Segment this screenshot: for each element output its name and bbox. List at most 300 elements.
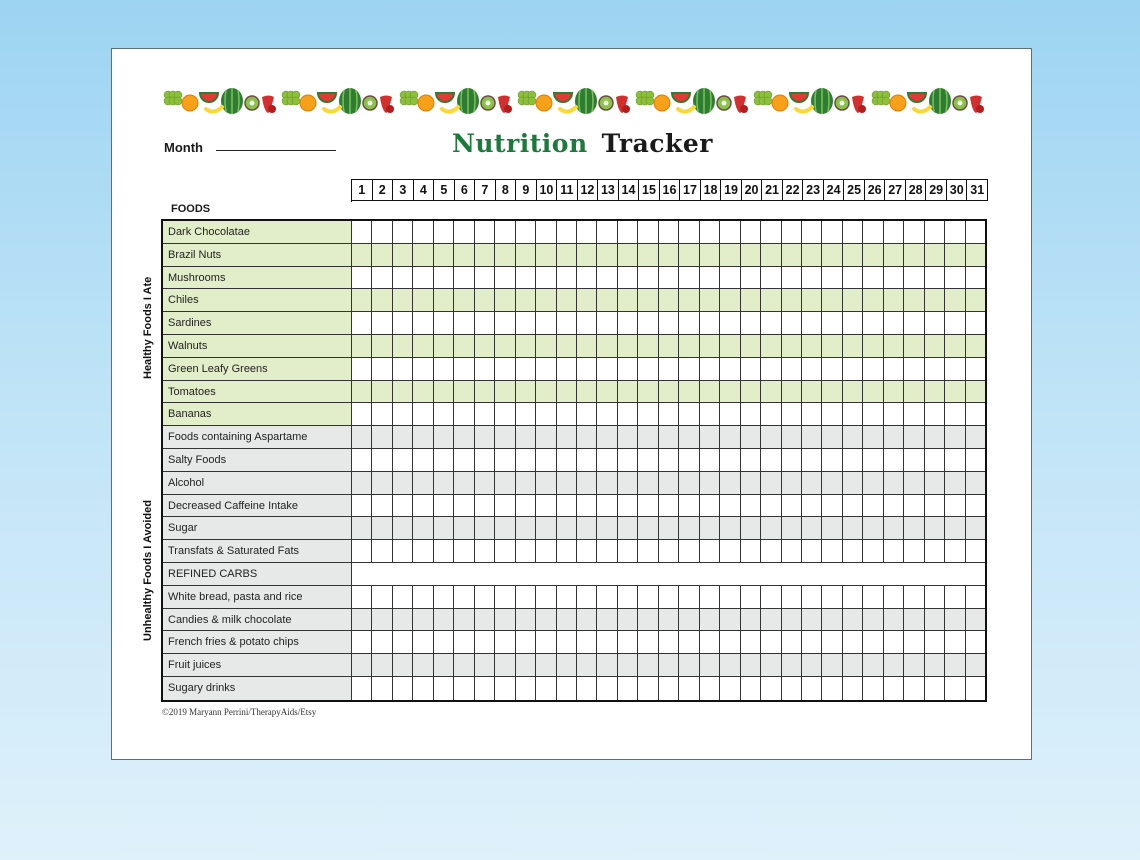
day-checkbox-cell[interactable] (700, 221, 720, 243)
day-checkbox-cell[interactable] (618, 631, 638, 653)
day-checkbox-cell[interactable] (557, 381, 577, 403)
day-checkbox-cell[interactable] (475, 540, 495, 562)
day-checkbox-cell[interactable] (843, 654, 863, 676)
day-checkbox-cell[interactable] (454, 335, 474, 357)
day-checkbox-cell[interactable] (700, 267, 720, 289)
day-checkbox-cell[interactable] (536, 609, 556, 631)
day-checkbox-cell[interactable] (802, 221, 822, 243)
day-checkbox-cell[interactable] (577, 517, 597, 539)
day-checkbox-cell[interactable] (413, 426, 433, 448)
day-checkbox-cell[interactable] (741, 289, 761, 311)
day-checkbox-cell[interactable] (761, 677, 781, 700)
day-checkbox-cell[interactable] (863, 267, 883, 289)
day-checkbox-cell[interactable] (782, 244, 802, 266)
day-checkbox-cell[interactable] (720, 654, 740, 676)
day-checkbox-cell[interactable] (782, 677, 802, 700)
day-checkbox-cell[interactable] (413, 267, 433, 289)
day-checkbox-cell[interactable] (577, 403, 597, 425)
day-checkbox-cell[interactable] (659, 426, 679, 448)
day-checkbox-cell[interactable] (966, 586, 985, 608)
day-checkbox-cell[interactable] (782, 335, 802, 357)
day-checkbox-cell[interactable] (413, 244, 433, 266)
day-checkbox-cell[interactable] (843, 244, 863, 266)
day-checkbox-cell[interactable] (393, 677, 413, 700)
day-checkbox-cell[interactable] (393, 631, 413, 653)
day-checkbox-cell[interactable] (638, 358, 658, 380)
day-checkbox-cell[interactable] (966, 335, 985, 357)
day-checkbox-cell[interactable] (618, 586, 638, 608)
day-checkbox-cell[interactable] (700, 677, 720, 700)
day-checkbox-cell[interactable] (618, 495, 638, 517)
day-checkbox-cell[interactable] (822, 449, 842, 471)
day-checkbox-cell[interactable] (659, 289, 679, 311)
day-checkbox-cell[interactable] (495, 289, 515, 311)
day-checkbox-cell[interactable] (495, 472, 515, 494)
day-checkbox-cell[interactable] (557, 221, 577, 243)
day-checkbox-cell[interactable] (679, 289, 699, 311)
day-checkbox-cell[interactable] (434, 335, 454, 357)
day-checkbox-cell[interactable] (638, 472, 658, 494)
day-checkbox-cell[interactable] (966, 609, 985, 631)
day-checkbox-cell[interactable] (393, 381, 413, 403)
day-checkbox-cell[interactable] (372, 586, 392, 608)
day-checkbox-cell[interactable] (884, 312, 904, 334)
day-checkbox-cell[interactable] (372, 289, 392, 311)
day-checkbox-cell[interactable] (352, 495, 372, 517)
day-checkbox-cell[interactable] (802, 517, 822, 539)
day-checkbox-cell[interactable] (516, 358, 536, 380)
day-checkbox-cell[interactable] (372, 312, 392, 334)
day-checkbox-cell[interactable] (454, 495, 474, 517)
day-checkbox-cell[interactable] (945, 403, 965, 425)
day-checkbox-cell[interactable] (843, 335, 863, 357)
day-checkbox-cell[interactable] (352, 517, 372, 539)
day-checkbox-cell[interactable] (884, 631, 904, 653)
day-checkbox-cell[interactable] (352, 335, 372, 357)
day-checkbox-cell[interactable] (843, 609, 863, 631)
day-checkbox-cell[interactable] (372, 449, 392, 471)
day-checkbox-cell[interactable] (720, 289, 740, 311)
day-checkbox-cell[interactable] (557, 631, 577, 653)
day-checkbox-cell[interactable] (516, 381, 536, 403)
day-checkbox-cell[interactable] (741, 677, 761, 700)
day-checkbox-cell[interactable] (638, 609, 658, 631)
day-checkbox-cell[interactable] (454, 358, 474, 380)
day-checkbox-cell[interactable] (413, 495, 433, 517)
day-checkbox-cell[interactable] (618, 677, 638, 700)
day-checkbox-cell[interactable] (863, 654, 883, 676)
day-checkbox-cell[interactable] (536, 358, 556, 380)
day-checkbox-cell[interactable] (372, 677, 392, 700)
day-checkbox-cell[interactable] (434, 267, 454, 289)
day-checkbox-cell[interactable] (352, 381, 372, 403)
month-input-line[interactable] (216, 150, 336, 151)
day-checkbox-cell[interactable] (925, 426, 945, 448)
day-checkbox-cell[interactable] (597, 540, 617, 562)
day-checkbox-cell[interactable] (700, 403, 720, 425)
day-checkbox-cell[interactable] (659, 244, 679, 266)
day-checkbox-cell[interactable] (863, 449, 883, 471)
day-checkbox-cell[interactable] (454, 540, 474, 562)
day-checkbox-cell[interactable] (372, 403, 392, 425)
day-checkbox-cell[interactable] (720, 495, 740, 517)
day-checkbox-cell[interactable] (372, 495, 392, 517)
day-checkbox-cell[interactable] (700, 654, 720, 676)
day-checkbox-cell[interactable] (679, 449, 699, 471)
day-checkbox-cell[interactable] (577, 609, 597, 631)
day-checkbox-cell[interactable] (761, 426, 781, 448)
day-checkbox-cell[interactable] (679, 495, 699, 517)
day-checkbox-cell[interactable] (516, 495, 536, 517)
day-checkbox-cell[interactable] (393, 426, 413, 448)
day-checkbox-cell[interactable] (577, 449, 597, 471)
day-checkbox-cell[interactable] (925, 677, 945, 700)
day-checkbox-cell[interactable] (904, 221, 924, 243)
day-checkbox-cell[interactable] (966, 449, 985, 471)
day-checkbox-cell[interactable] (577, 244, 597, 266)
day-checkbox-cell[interactable] (843, 267, 863, 289)
day-checkbox-cell[interactable] (741, 495, 761, 517)
day-checkbox-cell[interactable] (802, 540, 822, 562)
day-checkbox-cell[interactable] (822, 312, 842, 334)
day-checkbox-cell[interactable] (843, 221, 863, 243)
day-checkbox-cell[interactable] (638, 335, 658, 357)
day-checkbox-cell[interactable] (597, 335, 617, 357)
day-checkbox-cell[interactable] (352, 586, 372, 608)
day-checkbox-cell[interactable] (925, 267, 945, 289)
day-checkbox-cell[interactable] (413, 517, 433, 539)
day-checkbox-cell[interactable] (413, 677, 433, 700)
day-checkbox-cell[interactable] (536, 381, 556, 403)
day-checkbox-cell[interactable] (679, 221, 699, 243)
day-checkbox-cell[interactable] (720, 631, 740, 653)
day-checkbox-cell[interactable] (822, 495, 842, 517)
day-checkbox-cell[interactable] (720, 517, 740, 539)
day-checkbox-cell[interactable] (638, 426, 658, 448)
day-checkbox-cell[interactable] (782, 267, 802, 289)
day-checkbox-cell[interactable] (761, 381, 781, 403)
day-checkbox-cell[interactable] (802, 677, 822, 700)
day-checkbox-cell[interactable] (802, 267, 822, 289)
day-checkbox-cell[interactable] (884, 403, 904, 425)
day-checkbox-cell[interactable] (843, 289, 863, 311)
day-checkbox-cell[interactable] (863, 586, 883, 608)
day-checkbox-cell[interactable] (352, 472, 372, 494)
day-checkbox-cell[interactable] (495, 403, 515, 425)
day-checkbox-cell[interactable] (782, 289, 802, 311)
day-checkbox-cell[interactable] (393, 472, 413, 494)
day-checkbox-cell[interactable] (475, 609, 495, 631)
day-checkbox-cell[interactable] (597, 358, 617, 380)
day-checkbox-cell[interactable] (741, 517, 761, 539)
day-checkbox-cell[interactable] (597, 403, 617, 425)
day-checkbox-cell[interactable] (516, 403, 536, 425)
day-checkbox-cell[interactable] (495, 631, 515, 653)
day-checkbox-cell[interactable] (495, 586, 515, 608)
day-checkbox-cell[interactable] (536, 312, 556, 334)
day-checkbox-cell[interactable] (659, 312, 679, 334)
day-checkbox-cell[interactable] (618, 540, 638, 562)
day-checkbox-cell[interactable] (761, 221, 781, 243)
day-checkbox-cell[interactable] (802, 449, 822, 471)
day-checkbox-cell[interactable] (597, 609, 617, 631)
day-checkbox-cell[interactable] (966, 403, 985, 425)
day-checkbox-cell[interactable] (475, 289, 495, 311)
day-checkbox-cell[interactable] (700, 517, 720, 539)
day-checkbox-cell[interactable] (904, 381, 924, 403)
day-checkbox-cell[interactable] (782, 517, 802, 539)
day-checkbox-cell[interactable] (597, 472, 617, 494)
day-checkbox-cell[interactable] (863, 381, 883, 403)
day-checkbox-cell[interactable] (720, 358, 740, 380)
day-checkbox-cell[interactable] (352, 609, 372, 631)
day-checkbox-cell[interactable] (557, 517, 577, 539)
day-checkbox-cell[interactable] (516, 335, 536, 357)
day-checkbox-cell[interactable] (454, 677, 474, 700)
day-checkbox-cell[interactable] (557, 540, 577, 562)
day-checkbox-cell[interactable] (413, 586, 433, 608)
day-checkbox-cell[interactable] (843, 312, 863, 334)
day-checkbox-cell[interactable] (741, 609, 761, 631)
day-checkbox-cell[interactable] (945, 381, 965, 403)
day-checkbox-cell[interactable] (577, 631, 597, 653)
day-checkbox-cell[interactable] (618, 244, 638, 266)
day-checkbox-cell[interactable] (945, 449, 965, 471)
day-checkbox-cell[interactable] (495, 540, 515, 562)
day-checkbox-cell[interactable] (597, 449, 617, 471)
day-checkbox-cell[interactable] (925, 335, 945, 357)
day-checkbox-cell[interactable] (966, 221, 985, 243)
day-checkbox-cell[interactable] (925, 517, 945, 539)
day-checkbox-cell[interactable] (352, 677, 372, 700)
day-checkbox-cell[interactable] (945, 654, 965, 676)
day-checkbox-cell[interactable] (720, 221, 740, 243)
day-checkbox-cell[interactable] (618, 426, 638, 448)
day-checkbox-cell[interactable] (782, 472, 802, 494)
day-checkbox-cell[interactable] (822, 586, 842, 608)
day-checkbox-cell[interactable] (536, 426, 556, 448)
day-checkbox-cell[interactable] (925, 631, 945, 653)
day-checkbox-cell[interactable] (925, 586, 945, 608)
day-checkbox-cell[interactable] (659, 654, 679, 676)
day-checkbox-cell[interactable] (372, 335, 392, 357)
day-checkbox-cell[interactable] (495, 312, 515, 334)
day-checkbox-cell[interactable] (454, 472, 474, 494)
day-checkbox-cell[interactable] (577, 289, 597, 311)
day-checkbox-cell[interactable] (843, 540, 863, 562)
day-checkbox-cell[interactable] (434, 654, 454, 676)
day-checkbox-cell[interactable] (679, 472, 699, 494)
day-checkbox-cell[interactable] (393, 449, 413, 471)
day-checkbox-cell[interactable] (516, 267, 536, 289)
day-checkbox-cell[interactable] (352, 244, 372, 266)
day-checkbox-cell[interactable] (904, 335, 924, 357)
day-checkbox-cell[interactable] (618, 221, 638, 243)
day-checkbox-cell[interactable] (782, 609, 802, 631)
day-checkbox-cell[interactable] (638, 586, 658, 608)
day-checkbox-cell[interactable] (495, 609, 515, 631)
day-checkbox-cell[interactable] (904, 677, 924, 700)
day-checkbox-cell[interactable] (618, 517, 638, 539)
day-checkbox-cell[interactable] (802, 358, 822, 380)
day-checkbox-cell[interactable] (352, 540, 372, 562)
day-checkbox-cell[interactable] (475, 381, 495, 403)
day-checkbox-cell[interactable] (597, 631, 617, 653)
day-checkbox-cell[interactable] (516, 540, 536, 562)
day-checkbox-cell[interactable] (679, 403, 699, 425)
day-checkbox-cell[interactable] (904, 495, 924, 517)
day-checkbox-cell[interactable] (720, 540, 740, 562)
day-checkbox-cell[interactable] (863, 677, 883, 700)
day-checkbox-cell[interactable] (966, 654, 985, 676)
day-checkbox-cell[interactable] (557, 495, 577, 517)
day-checkbox-cell[interactable] (454, 609, 474, 631)
day-checkbox-cell[interactable] (516, 221, 536, 243)
day-checkbox-cell[interactable] (802, 586, 822, 608)
day-checkbox-cell[interactable] (413, 289, 433, 311)
day-checkbox-cell[interactable] (925, 244, 945, 266)
day-checkbox-cell[interactable] (843, 381, 863, 403)
day-checkbox-cell[interactable] (904, 358, 924, 380)
day-checkbox-cell[interactable] (966, 677, 985, 700)
day-checkbox-cell[interactable] (557, 312, 577, 334)
day-checkbox-cell[interactable] (782, 449, 802, 471)
day-checkbox-cell[interactable] (925, 312, 945, 334)
day-checkbox-cell[interactable] (884, 540, 904, 562)
day-checkbox-cell[interactable] (679, 335, 699, 357)
day-checkbox-cell[interactable] (372, 654, 392, 676)
day-checkbox-cell[interactable] (822, 289, 842, 311)
day-checkbox-cell[interactable] (434, 312, 454, 334)
day-checkbox-cell[interactable] (945, 609, 965, 631)
day-checkbox-cell[interactable] (434, 677, 454, 700)
day-checkbox-cell[interactable] (372, 609, 392, 631)
day-checkbox-cell[interactable] (577, 358, 597, 380)
day-checkbox-cell[interactable] (904, 609, 924, 631)
day-checkbox-cell[interactable] (638, 449, 658, 471)
day-checkbox-cell[interactable] (720, 244, 740, 266)
day-checkbox-cell[interactable] (475, 495, 495, 517)
day-checkbox-cell[interactable] (925, 495, 945, 517)
day-checkbox-cell[interactable] (782, 403, 802, 425)
day-checkbox-cell[interactable] (884, 449, 904, 471)
day-checkbox-cell[interactable] (863, 495, 883, 517)
day-checkbox-cell[interactable] (822, 381, 842, 403)
day-checkbox-cell[interactable] (700, 631, 720, 653)
day-checkbox-cell[interactable] (761, 449, 781, 471)
day-checkbox-cell[interactable] (720, 267, 740, 289)
day-checkbox-cell[interactable] (638, 403, 658, 425)
day-checkbox-cell[interactable] (638, 677, 658, 700)
day-checkbox-cell[interactable] (618, 403, 638, 425)
day-checkbox-cell[interactable] (741, 403, 761, 425)
day-checkbox-cell[interactable] (557, 449, 577, 471)
day-checkbox-cell[interactable] (659, 677, 679, 700)
day-checkbox-cell[interactable] (700, 449, 720, 471)
day-checkbox-cell[interactable] (761, 312, 781, 334)
day-checkbox-cell[interactable] (843, 449, 863, 471)
day-checkbox-cell[interactable] (761, 358, 781, 380)
day-checkbox-cell[interactable] (822, 244, 842, 266)
day-checkbox-cell[interactable] (413, 609, 433, 631)
day-checkbox-cell[interactable] (761, 586, 781, 608)
day-checkbox-cell[interactable] (679, 677, 699, 700)
day-checkbox-cell[interactable] (577, 267, 597, 289)
day-checkbox-cell[interactable] (822, 358, 842, 380)
day-checkbox-cell[interactable] (904, 631, 924, 653)
day-checkbox-cell[interactable] (352, 289, 372, 311)
day-checkbox-cell[interactable] (372, 631, 392, 653)
day-checkbox-cell[interactable] (966, 517, 985, 539)
day-checkbox-cell[interactable] (536, 586, 556, 608)
day-checkbox-cell[interactable] (904, 586, 924, 608)
day-checkbox-cell[interactable] (863, 289, 883, 311)
day-checkbox-cell[interactable] (495, 449, 515, 471)
day-checkbox-cell[interactable] (434, 289, 454, 311)
day-checkbox-cell[interactable] (679, 244, 699, 266)
day-checkbox-cell[interactable] (454, 221, 474, 243)
day-checkbox-cell[interactable] (393, 312, 413, 334)
day-checkbox-cell[interactable] (966, 426, 985, 448)
day-checkbox-cell[interactable] (597, 289, 617, 311)
day-checkbox-cell[interactable] (393, 654, 413, 676)
day-checkbox-cell[interactable] (761, 403, 781, 425)
day-checkbox-cell[interactable] (659, 631, 679, 653)
day-checkbox-cell[interactable] (945, 221, 965, 243)
day-checkbox-cell[interactable] (413, 449, 433, 471)
day-checkbox-cell[interactable] (577, 586, 597, 608)
day-checkbox-cell[interactable] (659, 358, 679, 380)
day-checkbox-cell[interactable] (741, 586, 761, 608)
day-checkbox-cell[interactable] (413, 472, 433, 494)
day-checkbox-cell[interactable] (475, 654, 495, 676)
day-checkbox-cell[interactable] (495, 677, 515, 700)
day-checkbox-cell[interactable] (597, 586, 617, 608)
day-checkbox-cell[interactable] (884, 586, 904, 608)
day-checkbox-cell[interactable] (720, 426, 740, 448)
day-checkbox-cell[interactable] (536, 244, 556, 266)
day-checkbox-cell[interactable] (884, 495, 904, 517)
day-checkbox-cell[interactable] (516, 609, 536, 631)
day-checkbox-cell[interactable] (700, 426, 720, 448)
day-checkbox-cell[interactable] (618, 267, 638, 289)
day-checkbox-cell[interactable] (413, 540, 433, 562)
day-checkbox-cell[interactable] (454, 631, 474, 653)
day-checkbox-cell[interactable] (536, 495, 556, 517)
day-checkbox-cell[interactable] (597, 267, 617, 289)
day-checkbox-cell[interactable] (536, 403, 556, 425)
day-checkbox-cell[interactable] (761, 289, 781, 311)
day-checkbox-cell[interactable] (884, 472, 904, 494)
day-checkbox-cell[interactable] (802, 631, 822, 653)
day-checkbox-cell[interactable] (557, 244, 577, 266)
day-checkbox-cell[interactable] (393, 289, 413, 311)
day-checkbox-cell[interactable] (475, 403, 495, 425)
day-checkbox-cell[interactable] (884, 267, 904, 289)
day-checkbox-cell[interactable] (802, 495, 822, 517)
day-checkbox-cell[interactable] (802, 335, 822, 357)
day-checkbox-cell[interactable] (434, 244, 454, 266)
day-checkbox-cell[interactable] (720, 335, 740, 357)
day-checkbox-cell[interactable] (720, 586, 740, 608)
day-checkbox-cell[interactable] (434, 631, 454, 653)
day-checkbox-cell[interactable] (557, 586, 577, 608)
day-checkbox-cell[interactable] (679, 586, 699, 608)
day-checkbox-cell[interactable] (577, 426, 597, 448)
day-checkbox-cell[interactable] (577, 221, 597, 243)
day-checkbox-cell[interactable] (802, 381, 822, 403)
day-checkbox-cell[interactable] (884, 654, 904, 676)
